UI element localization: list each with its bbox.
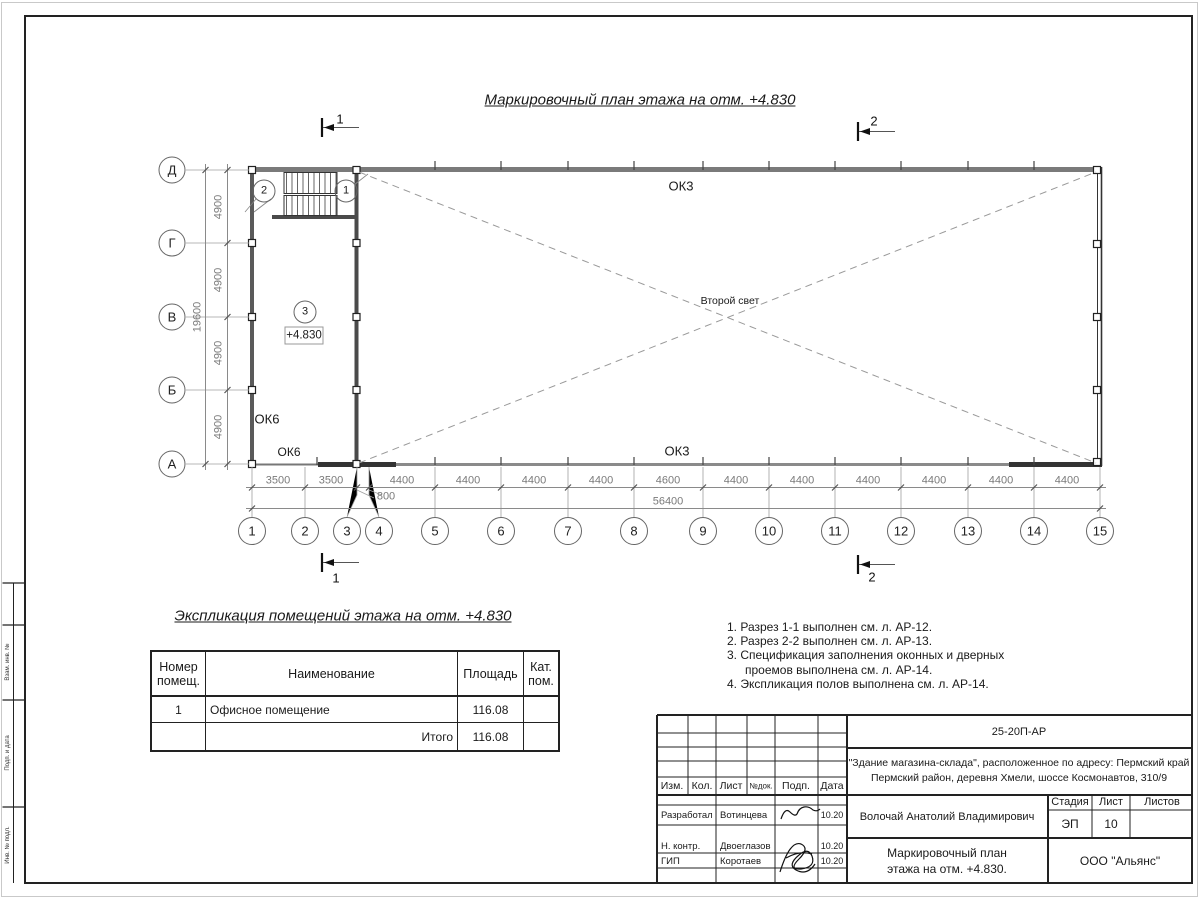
dim-label: 3500 xyxy=(265,474,291,487)
project-address-line2: Пермский район, деревня Хмели, шоссе Космонавтов, 310/9 xyxy=(870,772,1168,784)
doc-title-line2: этажа на отм. +4.830. xyxy=(887,862,1007,876)
dim-label: 3500 xyxy=(318,474,344,487)
axis-col-12: 12 xyxy=(893,523,909,539)
col-header-cat: Кат. пом. xyxy=(524,651,560,696)
room-tag-1: 1 xyxy=(342,184,350,197)
section-1-bottom-label: 1 xyxy=(332,570,340,586)
col-header-num: Номер помещ. xyxy=(151,651,206,696)
notes-list xyxy=(727,620,1004,691)
sheet-num-value: 10 xyxy=(1104,817,1118,831)
axis-col-7: 7 xyxy=(564,523,572,539)
axis-col-3: 3 xyxy=(343,523,351,539)
note-line: 3. Спецификация заполнения оконных и дверных xyxy=(727,648,1005,663)
plan-title: Маркировочный план этажа на отм. +4.830 xyxy=(484,91,796,109)
stair-icon xyxy=(284,173,337,216)
explication-header-row xyxy=(151,651,559,696)
axis-row-a: А xyxy=(167,456,177,472)
axis-col-4: 4 xyxy=(375,523,383,539)
doc-code: 25-20П-АР xyxy=(991,726,1047,738)
axis-col-11: 11 xyxy=(828,523,842,539)
plan-walls xyxy=(250,167,1102,466)
axis-col-10: 10 xyxy=(761,523,777,539)
sheets-label: Листов xyxy=(1144,796,1180,808)
axis-row-g: Г xyxy=(168,235,176,251)
explication-table xyxy=(150,650,560,752)
axis-row-v: В xyxy=(167,309,177,325)
explication-title: Экспликация помещений этажа на отм. +4.830 xyxy=(174,607,512,625)
rev-header-podp: Подп. xyxy=(782,780,810,792)
axis-col-9: 9 xyxy=(699,523,707,539)
total-row xyxy=(151,723,559,752)
second-light-diagonals xyxy=(359,172,1096,463)
column-markers xyxy=(249,167,1101,468)
side-label-podp-data: Подп. и дата xyxy=(5,735,11,771)
dim-label: 4400 xyxy=(588,474,614,487)
axis-row-d: Д xyxy=(167,162,177,178)
dim-label-left: 4900 xyxy=(212,414,225,440)
dim-label: 4400 xyxy=(1054,474,1080,487)
side-label-vzam-inv: Взам. инв. № xyxy=(5,643,11,681)
side-label-inv-podl: Инв. № подл. xyxy=(5,826,11,864)
dim-total-left: 19600 xyxy=(191,301,204,333)
axis-col-15: 15 xyxy=(1092,523,1108,539)
col-header-area: Площадь xyxy=(458,651,524,696)
company-name: ООО "Альянс" xyxy=(1079,854,1161,868)
room-tag-2: 2 xyxy=(260,184,268,197)
axis-col-13: 13 xyxy=(960,523,976,539)
section-2-top-label: 2 xyxy=(870,113,878,129)
note-line: 4. Экспликация полов выполнена см. л. АР-14. xyxy=(727,676,989,691)
stage-label: Стадия xyxy=(1051,796,1089,808)
dim-label: 4400 xyxy=(855,474,881,487)
stage-value: ЭП xyxy=(1061,817,1079,831)
rev-header-list: Лист xyxy=(719,780,743,792)
axis-col-2: 2 xyxy=(301,523,309,539)
dim-label-left: 4900 xyxy=(212,194,225,220)
window-label-ok3-bottom: ОК3 xyxy=(664,443,690,459)
role-ncontrol: Н. контр. xyxy=(661,841,701,852)
elevation-label: +4.830 xyxy=(286,329,322,342)
axis-col-5: 5 xyxy=(431,523,439,539)
signature-icon xyxy=(780,807,820,872)
second-light-label: Второй свет xyxy=(700,294,760,307)
rev-header-data: Дата xyxy=(820,780,844,792)
room-num-cell: 1 xyxy=(151,696,206,723)
dim-offset-label: 800 xyxy=(376,490,396,503)
window-label-ok3-top: ОК3 xyxy=(668,178,694,194)
rev-header-kol: Кол. xyxy=(691,780,713,792)
dim-label-left: 4900 xyxy=(212,267,225,293)
axis-col-1: 1 xyxy=(248,523,256,539)
rev-header-ndoc: №док. xyxy=(749,781,773,791)
window-label-ok6-left: ОК6 xyxy=(254,411,280,427)
room-area-cell: 116.08 xyxy=(458,696,524,723)
dim-label-left: 4900 xyxy=(212,340,225,366)
col-header-name: Наименование xyxy=(206,651,458,696)
section-marks xyxy=(322,118,895,574)
dim-label: 4400 xyxy=(789,474,815,487)
room-tag-3: 3 xyxy=(301,305,309,318)
name-ncontrol: Двоеглазов xyxy=(720,841,771,852)
dim-label: 4400 xyxy=(389,474,415,487)
dim-label: 4400 xyxy=(455,474,481,487)
dim-label: 4400 xyxy=(988,474,1014,487)
role-developed: Разработал xyxy=(661,810,713,821)
table-row xyxy=(151,696,559,723)
rev-header-izm: Изм. xyxy=(660,780,684,792)
room-name-cell: Офисное помещение xyxy=(206,696,458,723)
note-line: 1. Разрез 1-1 выполнен см. л. АР-12. xyxy=(727,620,933,634)
author-fullname: Волочай Анатолий Владимирович xyxy=(859,811,1035,823)
axis-row-b: Б xyxy=(167,382,177,398)
project-address-line1: "Здание магазина-склада", расположенное по адресу: Пермский край xyxy=(848,757,1190,769)
date-gip: 10.20 xyxy=(820,856,844,866)
room-cat-cell xyxy=(524,696,560,723)
role-gip: ГИП xyxy=(661,856,680,867)
total-label-cell: Итого xyxy=(206,723,458,752)
window-ticks xyxy=(317,161,1034,465)
note-line: 2. Разрез 2-2 выполнен см. л. АР-13. xyxy=(727,634,933,649)
dim-label: 4600 xyxy=(655,474,681,487)
date-ncontrol: 10.20 xyxy=(820,841,844,851)
name-gip: Коротаев xyxy=(720,856,762,867)
axis-col-6: 6 xyxy=(497,523,505,539)
dim-label: 4400 xyxy=(921,474,947,487)
dim-label: 4400 xyxy=(521,474,547,487)
date-developed: 10.20 xyxy=(820,810,844,820)
doc-title-line1: Маркировочный план xyxy=(887,846,1007,860)
section-1-top-label: 1 xyxy=(336,111,344,127)
dim-label: 4400 xyxy=(723,474,749,487)
total-area-cell: 116.08 xyxy=(458,723,524,752)
name-developed: Вотинцева xyxy=(720,810,768,821)
axis-col-8: 8 xyxy=(630,523,638,539)
axis-col-14: 14 xyxy=(1026,523,1042,539)
note-line: проемов выполнена см. л. АР-14. xyxy=(745,662,933,677)
sheet-label: Лист xyxy=(1099,796,1123,808)
window-label-ok6-bottom: ОК6 xyxy=(277,445,301,459)
dim-total-bottom: 56400 xyxy=(652,495,684,508)
section-2-bottom-label: 2 xyxy=(868,569,876,585)
